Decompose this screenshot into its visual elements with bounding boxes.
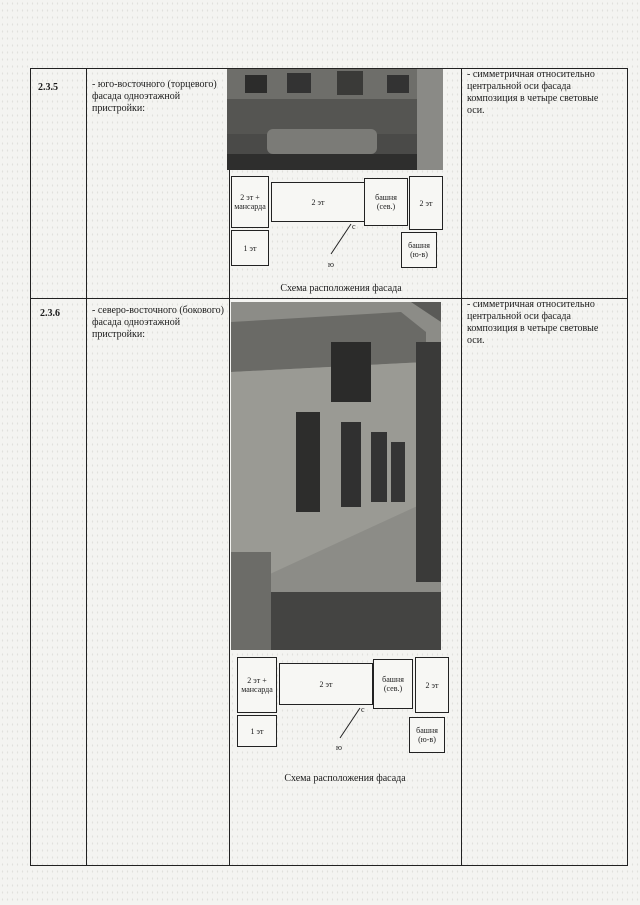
scheme-tower-north: башня (сев.)	[373, 659, 413, 709]
scheme-block-center: 2 эт	[271, 182, 365, 222]
scheme-caption: Схема расположения фасада	[284, 773, 406, 784]
row-note: - симметричная относительно центральной оси фасада композиция в четыре световые оси.	[467, 299, 599, 346]
scheme-block-left-bottom: 1 эт	[237, 715, 277, 747]
row-description: - северо-восточного (бокового) фасада одноэтажной пристройки:	[92, 305, 224, 340]
col-divider-2	[229, 69, 230, 865]
row-note: - симметричная относительно центральной оси фасада композиция в четыре световые оси.	[467, 69, 599, 116]
scheme-block-center: 2 эт	[279, 663, 373, 705]
scheme-block-left-top: 2 эт + мансарда	[231, 176, 269, 228]
scheme-block-left-bottom: 1 эт	[231, 230, 269, 266]
location-scheme	[231, 174, 446, 274]
scheme-caption: Схема расположения фасада	[280, 283, 402, 294]
facade-photo	[231, 302, 441, 650]
scheme-block-right: 2 эт	[415, 657, 449, 713]
col-divider-3	[461, 69, 462, 865]
mark-north: с	[361, 705, 365, 714]
row-number: 2.3.6	[40, 308, 60, 319]
scheme-tower-south: башня (ю-в)	[409, 717, 445, 753]
facade-photo	[227, 69, 443, 170]
row-number: 2.3.5	[38, 82, 58, 93]
scheme-tower-south: башня (ю-в)	[401, 232, 437, 268]
mark-north: с	[352, 222, 356, 231]
location-scheme	[237, 655, 452, 755]
col-divider-1	[86, 69, 87, 865]
facade-table	[30, 68, 628, 866]
scheme-block-right: 2 эт	[409, 176, 443, 230]
mark-south: ю	[328, 260, 334, 269]
row-description: - юго-восточного (торцевого) фасада одноэтажной пристройки:	[92, 79, 217, 114]
mark-south: ю	[336, 743, 342, 752]
scheme-tower-north: башня (сев.)	[364, 178, 408, 226]
scheme-block-left-top: 2 эт + мансарда	[237, 657, 277, 713]
